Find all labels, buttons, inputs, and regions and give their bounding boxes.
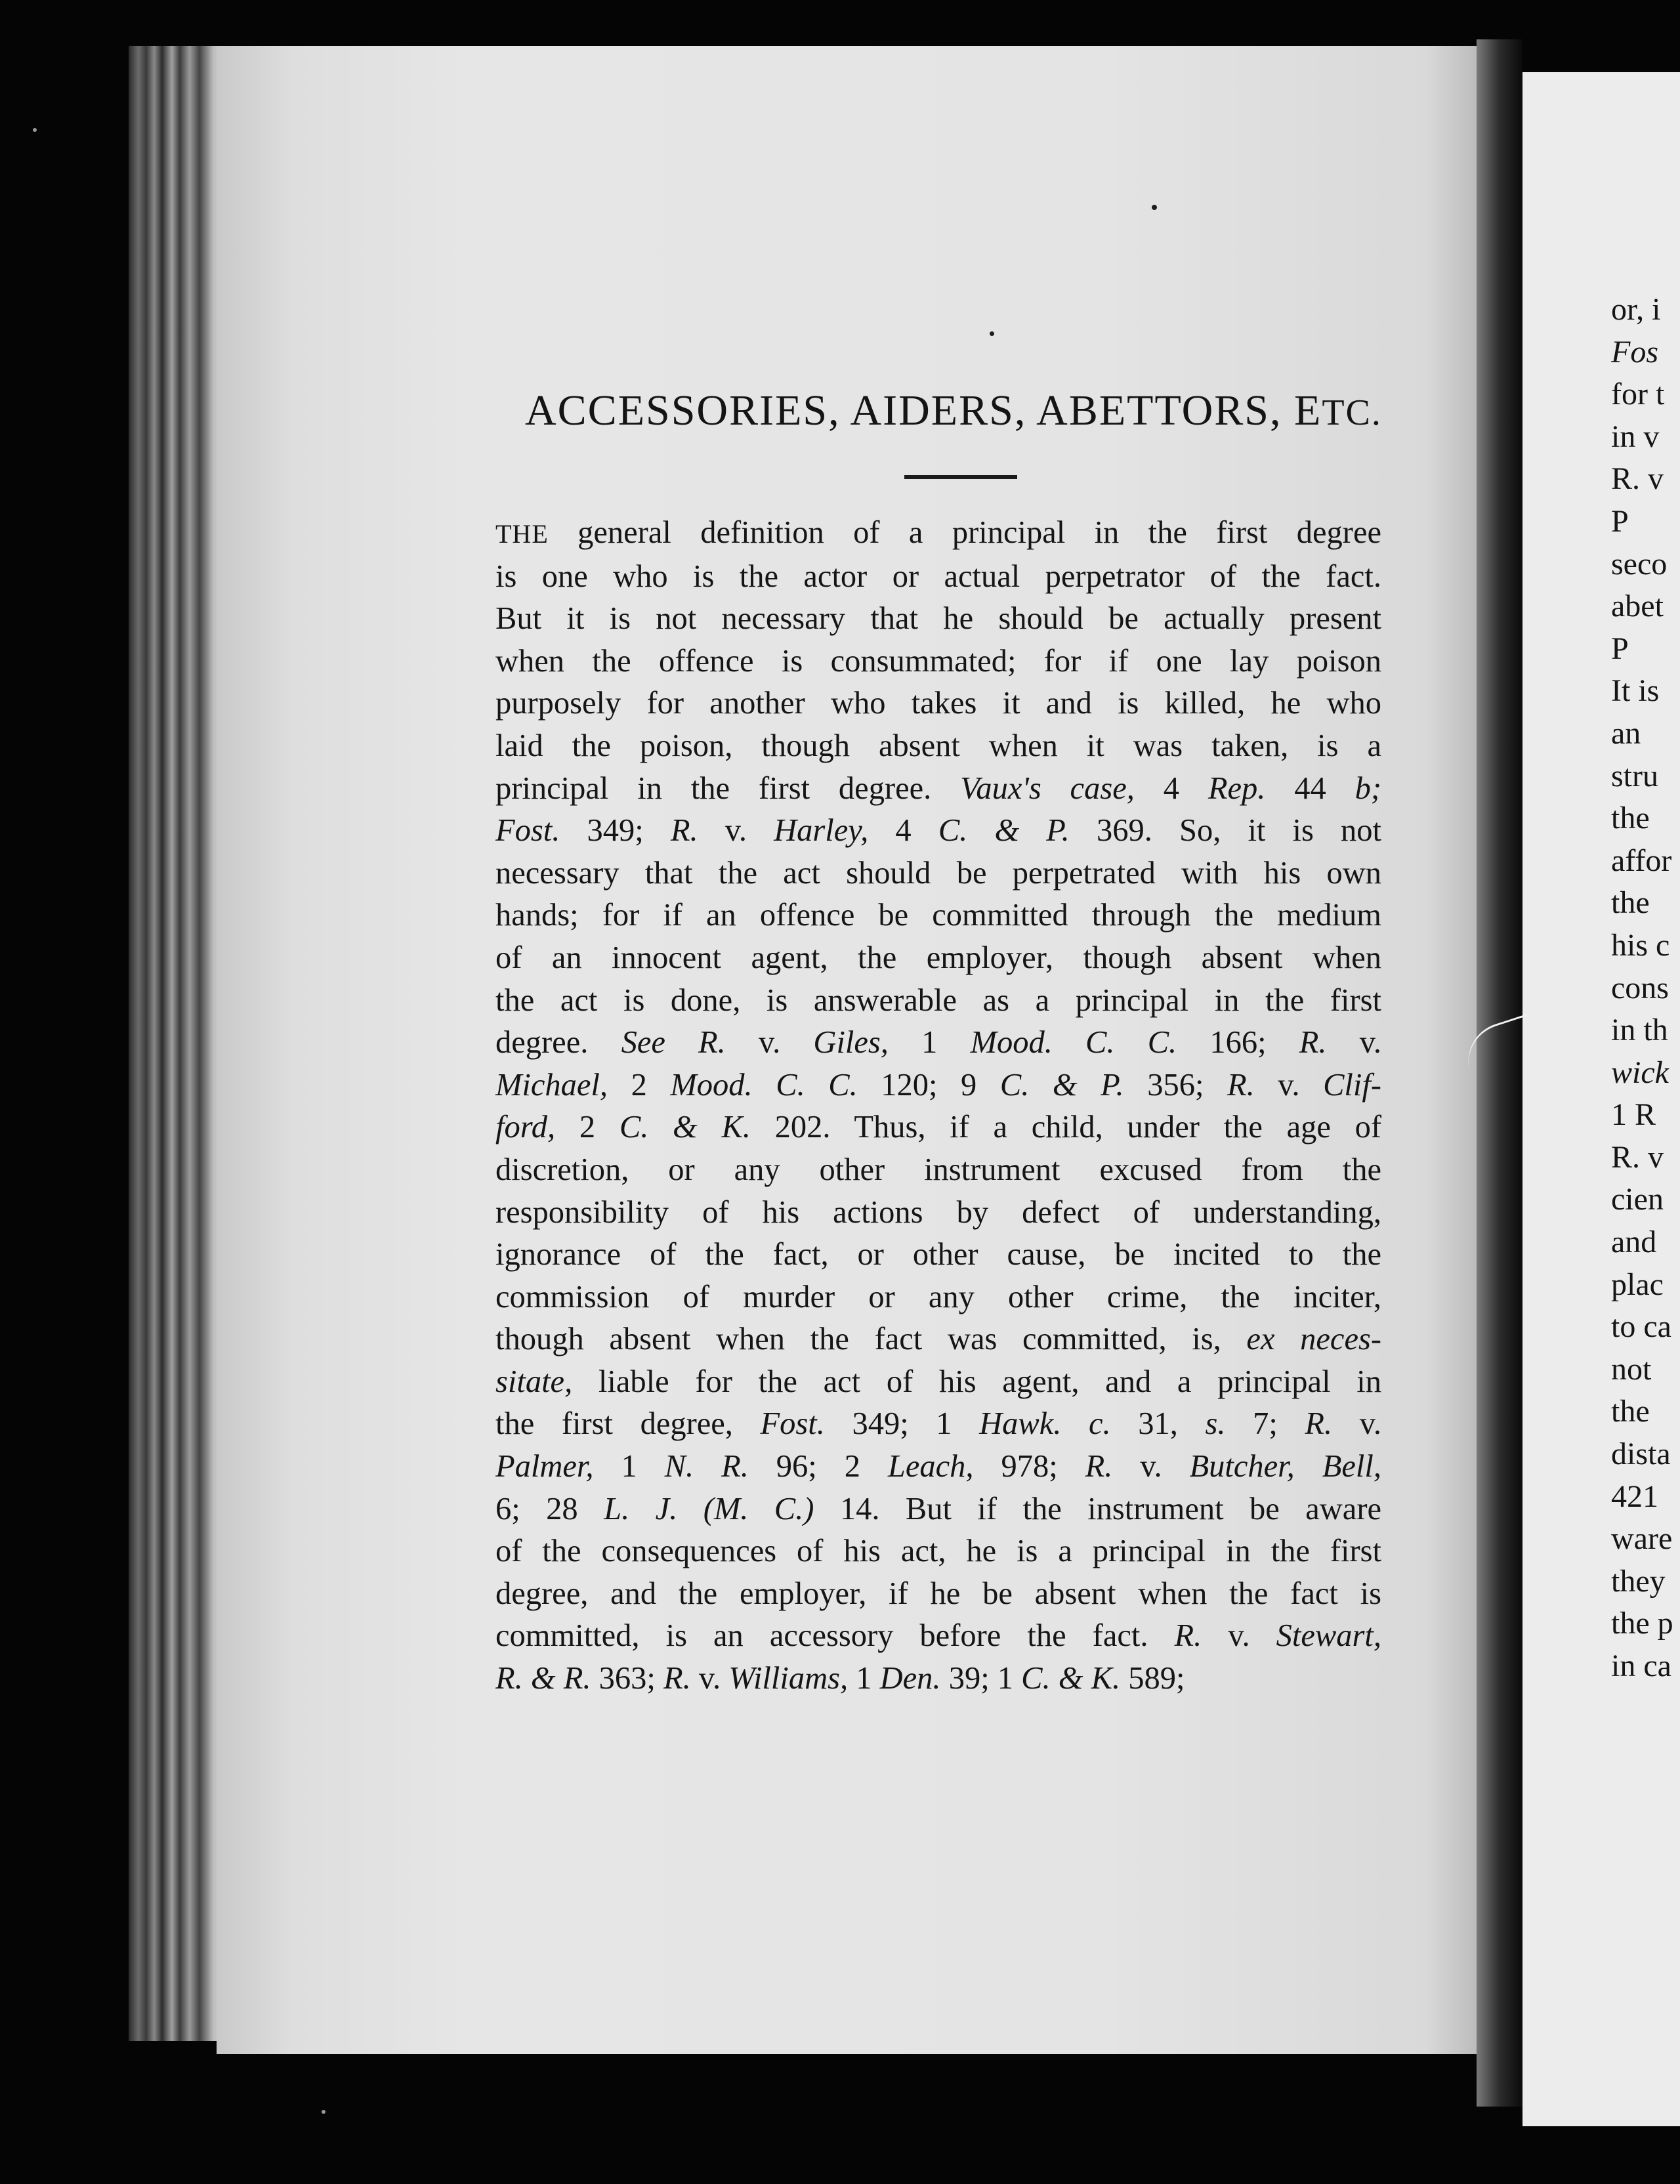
right-page-line: P bbox=[1611, 631, 1629, 666]
right-page-line: the bbox=[1611, 1394, 1650, 1429]
body-text-run: 202. Thus, if a child, under the age of bbox=[750, 1110, 1381, 1145]
right-page-line: for t bbox=[1611, 377, 1665, 412]
citation-text: b; bbox=[1354, 770, 1382, 806]
citation-text: C. & P. bbox=[938, 813, 1070, 849]
citation-text: R. bbox=[663, 1661, 691, 1696]
citation-text: C. & K. bbox=[619, 1110, 751, 1145]
heading-rule bbox=[904, 475, 1017, 479]
right-page-fragment bbox=[1611, 289, 1673, 1688]
text-line bbox=[495, 1022, 1381, 1064]
citation-text: s. bbox=[1205, 1406, 1226, 1442]
body-text-run: 2 bbox=[608, 1067, 671, 1102]
citation-text: Harley, bbox=[774, 813, 869, 849]
text-line bbox=[495, 1446, 1381, 1488]
body-text-run: 6; 28 bbox=[495, 1491, 604, 1526]
ink-speck bbox=[990, 331, 994, 336]
text-line bbox=[495, 556, 1381, 598]
body-text-run: 7; bbox=[1225, 1406, 1305, 1442]
body-text-run: necessary that the act should be perpetrated with his own bbox=[495, 855, 1381, 891]
text-line bbox=[495, 980, 1381, 1022]
ink-speck bbox=[33, 128, 37, 132]
citation-text: Den. bbox=[879, 1661, 941, 1696]
ink-speck bbox=[1152, 205, 1157, 210]
citation-text: R. bbox=[670, 813, 698, 849]
citation-text: Fost. bbox=[760, 1406, 825, 1442]
right-page-line: seco bbox=[1611, 546, 1668, 581]
body-text-run: the act is done, is answerable as a principal in the first bbox=[495, 982, 1381, 1018]
text-line bbox=[495, 682, 1381, 725]
citation-text: L. J. (M. C.) bbox=[604, 1491, 814, 1526]
right-page-line: in ca bbox=[1611, 1648, 1671, 1683]
body-text-run: when the offence is consummated; for if one lay poison bbox=[495, 643, 1381, 679]
body-text-run: 589; bbox=[1120, 1661, 1185, 1696]
citation-text: Leach, bbox=[887, 1449, 974, 1484]
citation-text: Rep. bbox=[1208, 770, 1266, 806]
citation-text: Fost. bbox=[495, 813, 560, 849]
body-text-run: hands; for if an offence be committed through the medium bbox=[495, 898, 1381, 933]
body-text-run: principal in the first degree. bbox=[495, 770, 961, 806]
body-text-run: committed, is an accessory before the fact. bbox=[495, 1618, 1175, 1654]
citation-text: ex neces- bbox=[1246, 1322, 1381, 1357]
right-page-line: cien bbox=[1611, 1182, 1664, 1217]
body-text-run: degree. bbox=[495, 1025, 621, 1060]
right-page-line: affor bbox=[1611, 843, 1672, 878]
text-line bbox=[495, 852, 1381, 895]
text-line bbox=[495, 1234, 1381, 1276]
body-text-run: discretion, or any other instrument excused from the bbox=[495, 1152, 1381, 1187]
right-page-line: not bbox=[1611, 1351, 1652, 1387]
body-text-run: But it is not necessary that he should be actually present bbox=[495, 601, 1381, 637]
body-text-run: responsibility of his actions by defect of understanding, bbox=[495, 1194, 1381, 1230]
text-line bbox=[495, 1106, 1381, 1149]
right-page-line: in th bbox=[1611, 1013, 1668, 1048]
body-text-run: is one who is the actor or actual perpetrator of the fact. bbox=[495, 558, 1381, 594]
citation-text: Butcher, Bell, bbox=[1189, 1449, 1381, 1484]
right-page-line: the bbox=[1611, 885, 1650, 921]
body-text-run: of an innocent agent, the employer, though absent when bbox=[495, 940, 1381, 975]
right-page-line: the p bbox=[1611, 1606, 1673, 1641]
right-page-line: dista bbox=[1611, 1437, 1671, 1472]
text-line bbox=[495, 1361, 1381, 1404]
citation-text: Michael, bbox=[495, 1067, 608, 1102]
right-page-line: and bbox=[1611, 1225, 1657, 1260]
body-text-run: general definition of a principal in the first degree bbox=[548, 515, 1381, 550]
right-page-line: cons bbox=[1611, 970, 1669, 1005]
right-page-line: Fos bbox=[1611, 334, 1658, 369]
citation-text: Vaux's case, bbox=[960, 770, 1135, 806]
body-text-run: 166; bbox=[1177, 1025, 1299, 1060]
body-text-run: v. bbox=[1254, 1067, 1324, 1102]
right-page-line: R. v bbox=[1611, 461, 1664, 497]
body-text-run: v. bbox=[698, 813, 774, 849]
body-text-run: though absent when the fact was committed, is, bbox=[495, 1322, 1247, 1357]
right-page-line: abet bbox=[1611, 589, 1664, 624]
citation-text: Mood. C. C. bbox=[970, 1025, 1177, 1060]
body-text-run: of the consequences of his act, he is a principal in the first bbox=[495, 1534, 1381, 1569]
citation-text: sitate, bbox=[495, 1364, 573, 1399]
body-paragraph bbox=[495, 512, 1381, 1700]
text-line bbox=[495, 512, 1381, 556]
heading-etc-first: E bbox=[1294, 387, 1322, 434]
body-text-run: the first degree, bbox=[495, 1406, 761, 1442]
citation-text: See R. bbox=[621, 1025, 726, 1060]
text-line bbox=[495, 1064, 1381, 1107]
body-text-run: 363; bbox=[591, 1661, 663, 1696]
body-text-run: 356; bbox=[1124, 1067, 1227, 1102]
body-text-run: 369. So, it is not bbox=[1069, 813, 1382, 849]
heading-etc-rest: TC. bbox=[1322, 392, 1382, 433]
right-page-line: P bbox=[1611, 503, 1629, 539]
text-line bbox=[495, 598, 1381, 640]
body-text-run: v. bbox=[1202, 1618, 1276, 1654]
body-text-run: 2 bbox=[555, 1110, 620, 1145]
right-page-line: plac bbox=[1611, 1267, 1664, 1302]
text-line bbox=[495, 1276, 1381, 1319]
citation-text: R. bbox=[1174, 1618, 1202, 1654]
right-page-line: ware bbox=[1611, 1521, 1673, 1557]
body-text-run: 44 bbox=[1265, 770, 1355, 806]
right-page-line: his c bbox=[1611, 927, 1670, 963]
text-line bbox=[495, 768, 1381, 810]
body-text-run: 31, bbox=[1110, 1406, 1206, 1442]
right-page-line: or, i bbox=[1611, 292, 1661, 327]
text-line bbox=[495, 937, 1381, 980]
heading-main: ACCESSORIES, AIDERS, ABETTORS, bbox=[525, 387, 1282, 434]
body-text-run: 14. But if the instrument be aware bbox=[814, 1491, 1381, 1526]
body-text-run: 39; 1 bbox=[940, 1661, 1022, 1696]
text-line bbox=[495, 1658, 1381, 1700]
body-text-run: v. bbox=[725, 1025, 814, 1060]
right-page-line: an bbox=[1611, 715, 1641, 751]
drop-word: THE bbox=[495, 519, 549, 549]
text-line bbox=[495, 1149, 1381, 1192]
citation-text: R. bbox=[1299, 1025, 1327, 1060]
right-page-line: It is bbox=[1611, 673, 1660, 709]
text-line bbox=[495, 1530, 1381, 1573]
text-line bbox=[495, 1615, 1381, 1658]
citation-text: R. bbox=[1227, 1067, 1255, 1102]
body-text-run: 120; 9 bbox=[857, 1067, 1000, 1102]
body-text-run: 1 bbox=[593, 1449, 665, 1484]
body-text-run: 96; 2 bbox=[748, 1449, 888, 1484]
body-text-run: 978; bbox=[973, 1449, 1085, 1484]
citation-text: C. & K. bbox=[1021, 1661, 1121, 1696]
citation-text: Stewart, bbox=[1276, 1618, 1381, 1654]
body-text-run: 4 bbox=[1134, 770, 1208, 806]
text-line bbox=[495, 894, 1381, 937]
chapter-heading bbox=[525, 386, 1382, 436]
body-text-run: v. bbox=[1112, 1449, 1190, 1484]
text-line bbox=[495, 810, 1381, 852]
citation-text: R. & R. bbox=[495, 1661, 591, 1696]
right-page-line: the bbox=[1611, 801, 1650, 836]
body-text-run: 349; 1 bbox=[824, 1406, 980, 1442]
body-text-run: purposely for another who takes it and is killed, he who bbox=[495, 686, 1381, 721]
citation-text: ford, bbox=[495, 1110, 556, 1145]
body-text-run: 349; bbox=[560, 813, 671, 849]
text-line bbox=[495, 640, 1381, 683]
body-text-run: liable for the act of his agent, and a principal in bbox=[572, 1364, 1381, 1399]
book-board-edge bbox=[129, 46, 227, 2041]
body-text-run: ignorance of the fact, or other cause, be incited to the bbox=[495, 1237, 1381, 1272]
body-text-run: 1 bbox=[888, 1025, 971, 1060]
text-line bbox=[495, 1318, 1381, 1361]
citation-text: Williams, bbox=[728, 1661, 849, 1696]
citation-text: N. R. bbox=[664, 1449, 749, 1484]
text-line bbox=[495, 1403, 1381, 1446]
text-line bbox=[495, 1573, 1381, 1616]
body-text-run: v. bbox=[1326, 1025, 1381, 1060]
citation-text: R. bbox=[1305, 1406, 1333, 1442]
right-page-line: R. v bbox=[1611, 1139, 1664, 1175]
citation-text: Palmer, bbox=[495, 1449, 594, 1484]
right-page-line: they bbox=[1611, 1563, 1666, 1599]
citation-text: C. & P. bbox=[999, 1067, 1124, 1102]
right-page-line: stru bbox=[1611, 758, 1658, 793]
right-page-line: 421 bbox=[1611, 1479, 1658, 1514]
ink-speck bbox=[322, 2110, 326, 2114]
text-line bbox=[495, 1192, 1381, 1234]
right-page-line: wick bbox=[1611, 1055, 1669, 1090]
text-line bbox=[495, 1488, 1381, 1531]
citation-text: Mood. C. C. bbox=[670, 1067, 858, 1102]
body-text-run: v. bbox=[1332, 1406, 1381, 1442]
text-line bbox=[495, 725, 1381, 768]
body-text-run: laid the poison, though absent when it was taken, is a bbox=[495, 728, 1381, 763]
body-text-run: 4 bbox=[868, 813, 938, 849]
body-text-run: 1 bbox=[848, 1661, 880, 1696]
citation-text: Giles, bbox=[813, 1025, 889, 1060]
right-page-line: in v bbox=[1611, 419, 1660, 454]
body-text-run: degree, and the employer, if he be absent when the fact is bbox=[495, 1576, 1381, 1611]
right-page-line: 1 R bbox=[1611, 1097, 1656, 1133]
body-text-run: v. bbox=[690, 1661, 729, 1696]
body-text-run: commission of murder or any other crime, the inciter, bbox=[495, 1279, 1381, 1314]
citation-text: R. bbox=[1085, 1449, 1113, 1484]
citation-text: Clif- bbox=[1323, 1067, 1381, 1102]
right-page-line: to ca bbox=[1611, 1309, 1671, 1345]
citation-text: Hawk. c. bbox=[979, 1406, 1111, 1442]
